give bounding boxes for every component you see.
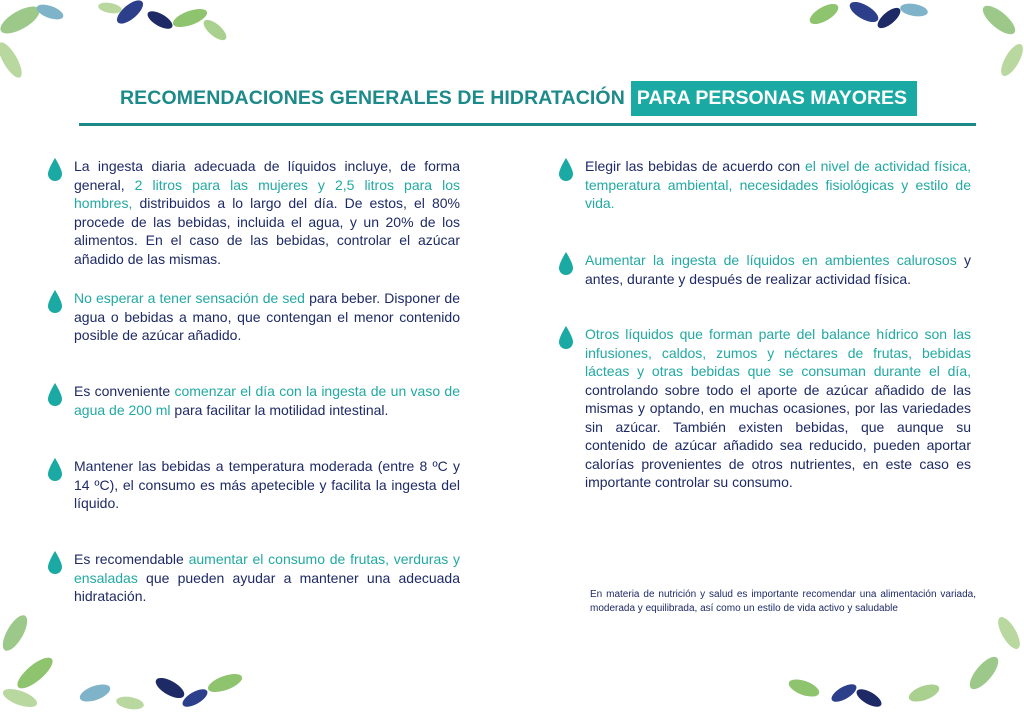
list-item: Es conveniente comenzar el día con la ingesta de un vaso de agua de 200 ml para facilitar la motilidad intestinal. — [46, 382, 460, 419]
leaf-branch-icon — [784, 603, 1024, 713]
list-item: No esperar a tener sensación de sed para beber. Disponer de agua o bebidas a mano, que contengan el menor contenido posible de azúcar añadido. — [46, 289, 460, 345]
list-item: Mantener las bebidas a temperatura moderada (entre 8 ºC y 14 ºC), el consumo es más apetecible y facilita la ingesta del líquido. — [46, 457, 460, 513]
list-item: Es recomendable aumentar el consumo de frutas, verduras y ensaladas que pueden ayudar a mantener una adecuada hidratación. — [46, 550, 460, 606]
water-drop-icon — [46, 457, 64, 483]
list-item: Otros líquidos que forman parte del balance hídrico son las infusiones, caldos, zumos y néctares de frutas, bebidas lácteas y otras bebidas que se consuman durante el día, controlando sobre todo el aporte de azúcar añadido de las mismas y optando, en muchas ocasiones, por las variedades sin azúcar. También existen bebidas, que aunque su contenido de azúcar añadido sea reducido, pueden aportar calorías provenientes de otros nutrientes, en este caso es importante controlar su consumo. — [557, 325, 971, 492]
list-item: Aumentar la ingesta de líquidos en ambientes calurosos y antes, durante y después de realizar actividad física. — [557, 251, 971, 288]
water-drop-icon — [46, 550, 64, 576]
title-highlight: PARA PERSONAS MAYORES — [631, 81, 917, 116]
list-item: Elegir las bebidas de acuerdo con el nivel de actividad física, temperatura ambiental, necesidades fisiológicas y estilo de vida. — [557, 157, 971, 213]
water-drop-icon — [557, 251, 575, 277]
title-main: RECOMENDACIONES GENERALES DE HIDRATACIÓN — [120, 86, 625, 109]
water-drop-icon — [557, 325, 575, 351]
leaf-branch-icon — [0, 603, 250, 713]
water-drop-icon — [557, 157, 575, 183]
list-item: La ingesta diaria adecuada de líquidos incluye, de forma general, 2 litros para las mujeres y 2,5 litros para los hombres, distribuidos a lo largo del día. De estos, el 80% procede de las bebidas, incluida el agua, y un 20% de los alimentos. En el caso de las bebidas, controlar el azúcar añadido de las mismas. — [46, 157, 460, 268]
page-title — [120, 80, 917, 116]
footnote: En materia de nutrición y salud es importante recomendar una alimentación variada, moderada y equilibrada, así como un estilo de vida activo y saludable — [590, 589, 976, 614]
water-drop-icon — [46, 157, 64, 183]
water-drop-icon — [46, 289, 64, 315]
water-drop-icon — [46, 382, 64, 408]
title-divider — [79, 123, 976, 126]
